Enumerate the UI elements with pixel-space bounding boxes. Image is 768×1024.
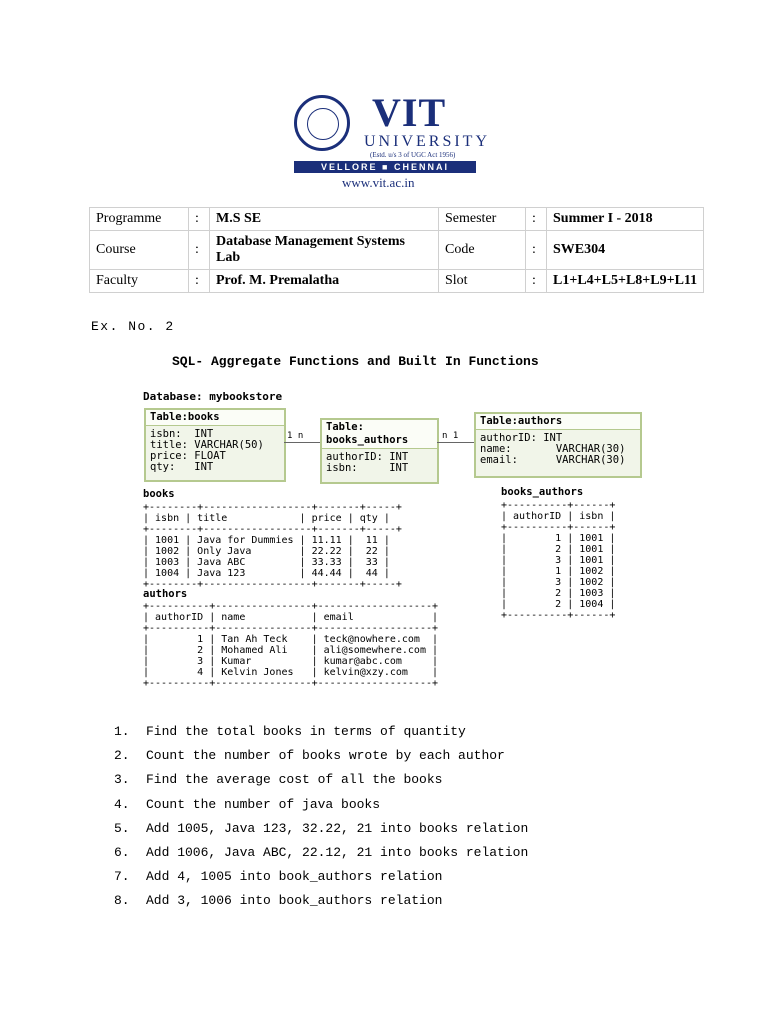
- logo-website: www.vit.ac.in: [342, 175, 415, 190]
- info-row-course: [90, 231, 704, 270]
- logo-campuses: VELLORE ■ CHENNAI: [294, 161, 476, 173]
- semester-value: Summer I - 2018: [547, 208, 704, 231]
- books-table-header: Table:books: [146, 410, 284, 426]
- database-title: Database: mybookstore: [143, 390, 283, 403]
- semester-label: Semester: [439, 208, 526, 231]
- books-authors-data-table: +----------+------+ | authorID | isbn | +----------+------+ | 1 | 1001 | | 2 | 1001 | | 3 | 1001 | | 1 | 1002 | | 3 | 1002 | | 2 | 1003 | | 2 | 1004 | +----------+------+: [501, 500, 616, 621]
- question-item: 7. Add 4, 1005 into book_authors relation: [114, 869, 443, 885]
- authors-data-label: authors: [143, 588, 188, 600]
- code-value: SWE304: [547, 231, 704, 270]
- cardinality-books-ba: 1 n: [287, 431, 304, 441]
- books-authors-table-fields: authorID: INT isbn: INT: [326, 451, 409, 474]
- relation-line: [437, 442, 474, 443]
- schema-diagram: [140, 385, 640, 695]
- separator: :: [526, 208, 547, 231]
- logo-name: VIT: [372, 90, 447, 135]
- books-authors-table-box: [320, 418, 439, 484]
- authors-table-box: [474, 412, 642, 478]
- programme-label: Programme: [90, 208, 189, 231]
- question-item: 2. Count the number of books wrote by each author: [114, 748, 505, 764]
- question-item: 5. Add 1005, Java 123, 32.22, 21 into books relation: [114, 820, 529, 836]
- relation-line: [284, 442, 321, 443]
- info-row-programme: [90, 208, 704, 231]
- books-table-box: [144, 408, 286, 482]
- slot-label: Slot: [439, 270, 526, 293]
- vit-logo: [292, 90, 490, 193]
- books-data-label: books: [143, 488, 175, 500]
- faculty-value: Prof. M. Premalatha: [210, 270, 439, 293]
- separator: :: [526, 231, 547, 270]
- programme-value: M.S SE: [210, 208, 439, 231]
- question-item: 8. Add 3, 1006 into book_authors relation: [114, 893, 443, 909]
- logo-estd: (Estd. u/s 3 of UGC Act 1956): [370, 151, 456, 159]
- code-label: Code: [439, 231, 526, 270]
- authors-data-table: +----------+----------------+-------------------+ | authorID | name | email | +----------+----------------+-------------------+ | 1 | Tan Ah Teck | teck@nowhere.com | | 2 | Mohamed Ali | ali@somewhere.com | | 3 | Kumar | kumar@abc.com | | 4 | Kelvin Jones | kelvin@xzy.com | +----------+----------------+-------------------+: [143, 601, 439, 689]
- course-info-table: [89, 207, 704, 293]
- separator: :: [526, 270, 547, 293]
- books-table-fields: isbn: INT title: VARCHAR(50) price: FLOAT qty: INT: [150, 428, 264, 473]
- question-item: 6. Add 1006, Java ABC, 22.12, 21 into books relation: [114, 844, 529, 860]
- course-label: Course: [90, 231, 189, 270]
- university-seal-icon: [294, 95, 350, 151]
- question-item: 4. Count the number of java books: [114, 796, 381, 812]
- question-item: 1. Find the total books in terms of quantity: [114, 724, 466, 739]
- books-authors-data-label: books_authors: [501, 486, 584, 498]
- question-item: 3. Find the average cost of all the books: [114, 772, 443, 788]
- logo-university: UNIVERSITY: [364, 133, 490, 150]
- question-list: [114, 720, 528, 914]
- info-row-faculty: [90, 270, 704, 293]
- books-data-table: +--------+------------------+-------+-----+ | isbn | title | price | qty | +--------+------------------+-------+-----+ | 1001 | Java for Dummies | 11.11 | 11 | | 1002 | Only Java | 22.22 | 22 | | 1003 | Java ABC | 33.33 | 33 | | 1004 | Java 123 | 44.44 | 44 | +--------+------------------+-------+-----+: [143, 502, 402, 590]
- books-authors-table-header: Table: books_authors: [322, 420, 437, 449]
- separator: :: [189, 231, 210, 270]
- cardinality-ba-authors: n 1: [442, 431, 459, 441]
- authors-table-fields: authorID: INT name: VARCHAR(30) email: VARCHAR(30): [480, 432, 626, 466]
- authors-table-header: Table:authors: [476, 414, 640, 430]
- slot-value: L1+L4+L5+L8+L9+L11: [547, 270, 704, 293]
- course-value: Database Management Systems Lab: [210, 231, 439, 270]
- separator: :: [189, 208, 210, 231]
- separator: :: [189, 270, 210, 293]
- exercise-title: SQL- Aggregate Functions and Built In Functions: [172, 354, 539, 369]
- faculty-label: Faculty: [90, 270, 189, 293]
- exercise-number: Ex. No. 2: [91, 319, 175, 334]
